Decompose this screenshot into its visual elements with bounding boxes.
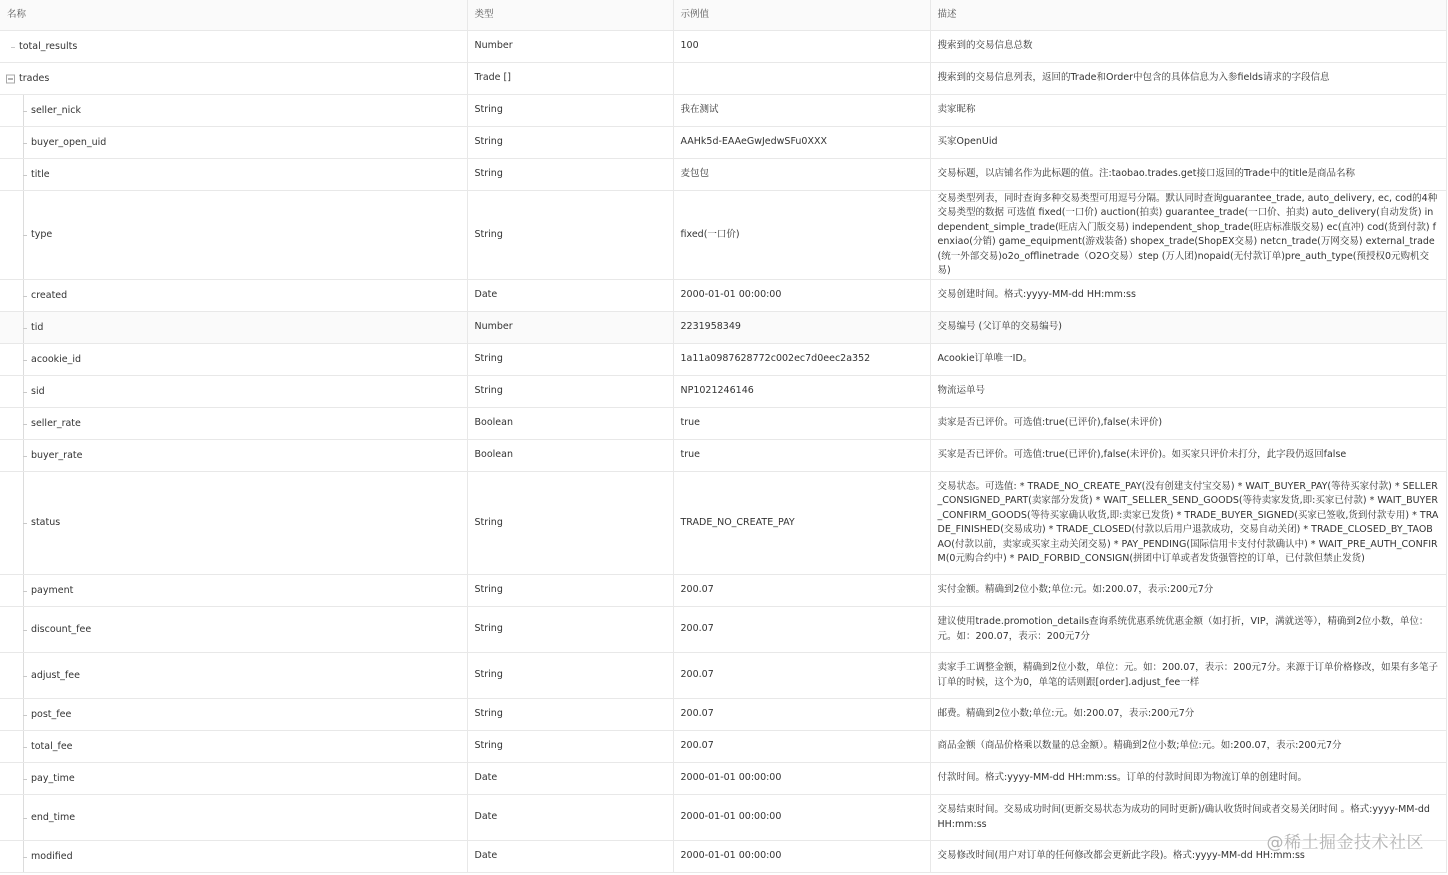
desc-cell: 商品金额（商品价格乘以数量的总金额）。精确到2位小数;单位:元。如:200.07，表示:200元7分 <box>930 731 1446 763</box>
table-row <box>0 127 1446 159</box>
tree-branch-line <box>23 456 27 457</box>
example-cell: 2000-01-01 00:00:00 <box>673 280 930 312</box>
tree-branch-line <box>23 392 27 393</box>
type-cell: String <box>467 575 673 607</box>
table-row <box>0 575 1446 607</box>
desc-cell: 卖家手工调整金额，精确到2位小数，单位：元。如：200.07，表示：200元7分。来源于订单价格修改，如果有多笔子订单的时候，这个为0，单笔的话则跟[order].adjust_fee一样 <box>930 653 1446 699</box>
field-name: end_time <box>31 811 76 823</box>
example-cell: 200.07 <box>673 731 930 763</box>
tree-branch-line <box>23 424 27 425</box>
type-cell: String <box>467 344 673 376</box>
field-name: seller_rate <box>31 417 81 429</box>
watermark: @稀土掘金技术社区 <box>1266 833 1424 853</box>
header-desc: 描述 <box>930 0 1446 31</box>
example-cell: 2000-01-01 00:00:00 <box>673 841 930 873</box>
field-name: total_fee <box>31 740 73 752</box>
field-name: pay_time <box>31 772 75 784</box>
example-cell: 200.07 <box>673 575 930 607</box>
name-cell <box>0 440 467 472</box>
tree-branch-line <box>23 328 27 329</box>
example-cell: 2231958349 <box>673 312 930 344</box>
desc-cell: 建议使用trade.promotion_details查询系统优惠系统优惠金额（如打折，VIP，满就送等），精确到2位小数，单位：元。如：200.07，表示：200元7分 <box>930 607 1446 653</box>
desc-cell: 交易修改时间(用户对订单的任何修改都会更新此字段)。格式:yyyy-MM-dd HH:mm:ss <box>930 841 1446 873</box>
type-cell: String <box>467 699 673 731</box>
desc-cell: 交易编号 (父订单的交易编号) <box>930 312 1446 344</box>
table-row-hovered <box>0 312 1446 344</box>
tree-branch-line <box>23 630 27 631</box>
table-row <box>0 763 1446 795</box>
table-row[interactable] <box>0 63 1446 95</box>
field-name: acookie_id <box>31 353 82 365</box>
field-name: type <box>31 228 53 240</box>
name-cell <box>0 159 467 191</box>
tree-branch-line <box>23 715 27 716</box>
tree-branch-line <box>23 296 27 297</box>
name-cell <box>0 763 467 795</box>
table-row <box>0 795 1446 841</box>
type-cell: Number <box>467 31 673 63</box>
field-name: tid <box>31 321 44 333</box>
desc-cell: 买家OpenUid <box>930 127 1446 159</box>
example-cell: 麦包包 <box>673 159 930 191</box>
field-name: sid <box>31 385 45 397</box>
tree-branch-line <box>23 857 27 858</box>
example-cell: 200.07 <box>673 653 930 699</box>
field-name: adjust_fee <box>31 669 80 681</box>
example-cell: 2000-01-01 00:00:00 <box>673 795 930 841</box>
desc-cell: Acookie订单唯一ID。 <box>930 344 1446 376</box>
example-cell: 我在测试 <box>673 95 930 127</box>
type-cell: Boolean <box>467 440 673 472</box>
type-cell: Boolean <box>467 408 673 440</box>
tree-branch-line <box>23 235 27 236</box>
header-example: 示例值 <box>673 0 930 31</box>
desc-cell: 交易标题，以店铺名作为此标题的值。注:taobao.trades.get接口返回的Trade中的title是商品名称 <box>930 159 1446 191</box>
table-row <box>0 653 1446 699</box>
desc-cell: 邮费。精确到2位小数;单位:元。如:200.07，表示:200元7分 <box>930 699 1446 731</box>
field-name: trades <box>19 72 50 84</box>
example-cell <box>673 63 930 95</box>
table-row <box>0 95 1446 127</box>
name-cell <box>0 731 467 763</box>
table-row <box>0 31 1446 63</box>
collapse-icon[interactable] <box>6 74 15 83</box>
example-cell: true <box>673 408 930 440</box>
field-name: title <box>31 168 50 180</box>
example-cell: NP1021246146 <box>673 376 930 408</box>
name-cell <box>0 280 467 312</box>
field-name: buyer_rate <box>31 449 83 461</box>
example-cell: fixed(一口价) <box>673 191 930 280</box>
type-cell: String <box>467 731 673 763</box>
name-cell <box>0 841 467 873</box>
desc-cell: 搜索到的交易信息总数 <box>930 31 1446 63</box>
tree-branch-line <box>23 175 27 176</box>
field-name: buyer_open_uid <box>31 136 107 148</box>
table-row <box>0 841 1446 873</box>
desc-cell: 付款时间。格式:yyyy-MM-dd HH:mm:ss。订单的付款时间即为物流订单的创建时间。 <box>930 763 1446 795</box>
desc-cell: 卖家昵称 <box>930 95 1446 127</box>
type-cell: String <box>467 127 673 159</box>
tree-branch-line <box>23 779 27 780</box>
field-name: total_results <box>19 40 78 52</box>
name-cell <box>0 472 467 575</box>
example-cell: 100 <box>673 31 930 63</box>
name-cell <box>0 653 467 699</box>
name-cell <box>0 795 467 841</box>
table-row <box>0 440 1446 472</box>
table-row <box>0 699 1446 731</box>
table-row <box>0 376 1446 408</box>
desc-cell: 物流运单号 <box>930 376 1446 408</box>
type-cell: Number <box>467 312 673 344</box>
example-cell: 200.07 <box>673 607 930 653</box>
field-name: discount_fee <box>31 623 92 635</box>
example-cell: 2000-01-01 00:00:00 <box>673 763 930 795</box>
desc-cell: 交易状态。可选值: * TRADE_NO_CREATE_PAY(没有创建支付宝交易) * WAIT_BUYER_PAY(等待买家付款) * SELLER_CONSIGNED_PART(卖家部分发货) * WAIT_SELLER_SEND_GOODS(等待卖家发货,即:买家已付款) * WAIT_BUYER_CONFIRM_GOODS(等待买家确认收货,即:卖家已发货) * TRADE_BUYER_SIGNED(买家已签收,货到付款专用) * TRADE_FINISHED(交易成功) * TRADE_CLOSED(付款以后用户退款成功，交易自动关闭) * TRADE_CLOSED_BY_TAOBAO(付款以前，卖家或买家主动关闭交易) * PAY_PENDING(国际信用卡支付付款确认中) * WAIT_PRE_AUTH_CONFIRM(0元购合约中) * PAID_FORBID_CONSIGN(拼团中订单或者发货强管控的订单，已付款但禁止发货) <box>930 472 1446 575</box>
example-cell: true <box>673 440 930 472</box>
table-row <box>0 159 1446 191</box>
name-cell <box>0 607 467 653</box>
name-cell <box>0 699 467 731</box>
type-cell: String <box>467 376 673 408</box>
name-cell <box>0 95 467 127</box>
example-cell: 1a11a0987628772c002ec7d0eec2a352 <box>673 344 930 376</box>
name-cell <box>0 312 467 344</box>
tree-branch-line <box>23 591 27 592</box>
tree-branch-line <box>23 360 27 361</box>
name-cell <box>0 31 467 63</box>
table-row <box>0 191 1446 280</box>
name-cell <box>0 408 467 440</box>
tree-branch-line <box>23 818 27 819</box>
type-cell: String <box>467 191 673 280</box>
field-name: seller_nick <box>31 104 81 116</box>
table-row <box>0 280 1446 312</box>
tree-branch-line <box>23 747 27 748</box>
tree-branch-line <box>23 523 27 524</box>
tree-branch-line <box>11 47 15 48</box>
table-row <box>0 607 1446 653</box>
type-cell: Date <box>467 763 673 795</box>
desc-cell: 买家是否已评价。可选值:true(已评价),false(未评价)。如买家只评价未打分，此字段仍返回false <box>930 440 1446 472</box>
example-cell: AAHk5d-EAAeGwJedwSFu0XXX <box>673 127 930 159</box>
type-cell: Date <box>467 795 673 841</box>
type-cell: String <box>467 472 673 575</box>
type-cell: String <box>467 159 673 191</box>
name-cell <box>0 344 467 376</box>
desc-cell: 搜索到的交易信息列表，返回的Trade和Order中包含的具体信息为入参fields请求的字段信息 <box>930 63 1446 95</box>
name-cell <box>0 376 467 408</box>
field-name: created <box>31 289 68 301</box>
table-row <box>0 408 1446 440</box>
tree-branch-line <box>23 676 27 677</box>
table-header-row <box>0 0 1446 31</box>
header-type: 类型 <box>467 0 673 31</box>
header-name: 名称 <box>0 0 467 31</box>
example-cell: TRADE_NO_CREATE_PAY <box>673 472 930 575</box>
field-name: payment <box>31 584 74 596</box>
name-cell <box>0 575 467 607</box>
field-name: post_fee <box>31 708 72 720</box>
type-cell: Trade [] <box>467 63 673 95</box>
tree-branch-line <box>23 143 27 144</box>
table-row <box>0 472 1446 575</box>
type-cell: String <box>467 653 673 699</box>
type-cell: Date <box>467 280 673 312</box>
type-cell: Date <box>467 841 673 873</box>
name-cell <box>0 191 467 280</box>
field-name: modified <box>31 850 73 862</box>
table-row <box>0 731 1446 763</box>
field-name: status <box>31 516 61 528</box>
desc-cell: 交易创建时间。格式:yyyy-MM-dd HH:mm:ss <box>930 280 1446 312</box>
desc-cell: 交易类型列表，同时查询多种交易类型可用逗号分隔。默认同时查询guarantee_trade, auto_delivery, ec, cod的4种交易类型的数据 可选值 fixed(一口价) auction(拍卖) guarantee_trade(一口价、拍卖) auto_delivery(自动发货) independent_simple_trade(旺店入门版交易) independent_shop_trade(旺店标准版交易) ec(直冲) cod(货到付款) fenxiao(分销) game_equipment(游戏装备) shopex_trade(ShopEX交易) netcn_trade(万网交易) external_trade(统一外部交易)o2o_offlinetrade（O2O交易）step (万人团)nopaid(无付款订单)pre_auth_type(预授权0元购机交易) <box>930 191 1446 280</box>
name-cell <box>0 63 467 95</box>
name-cell <box>0 127 467 159</box>
tree-branch-line <box>23 111 27 112</box>
type-cell: String <box>467 607 673 653</box>
table-row <box>0 344 1446 376</box>
type-cell: String <box>467 95 673 127</box>
desc-cell: 交易结束时间。交易成功时间(更新交易状态为成功的同时更新)/确认收货时间或者交易关闭时间 。格式:yyyy-MM-dd HH:mm:ss <box>930 795 1446 841</box>
desc-cell: 卖家是否已评价。可选值:true(已评价),false(未评价) <box>930 408 1446 440</box>
example-cell: 200.07 <box>673 699 930 731</box>
desc-cell: 实付金额。精确到2位小数;单位:元。如:200.07，表示:200元7分 <box>930 575 1446 607</box>
